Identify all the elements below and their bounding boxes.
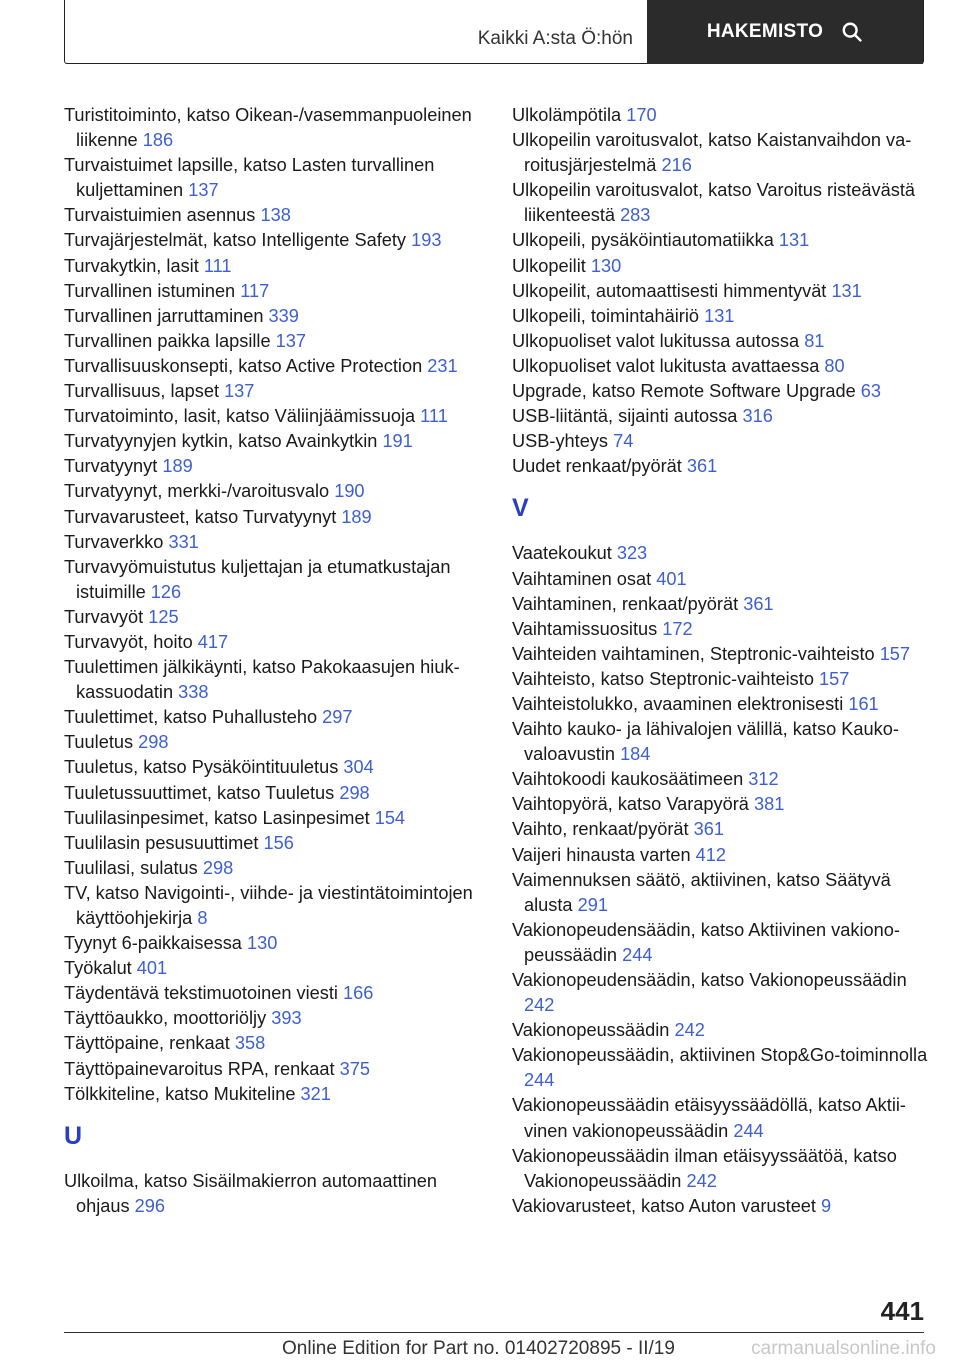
index-button[interactable] xyxy=(647,0,923,64)
index-entry-text: Vaihto kauko- ja lähivalojen välillä, katso Kaukovaloavustin xyxy=(512,719,899,765)
page-link[interactable]: 131 xyxy=(704,305,735,326)
index-entry-text: Ulkopeili, pysäköintiautomatiikka xyxy=(512,230,774,251)
index-entry xyxy=(512,228,932,253)
index-entry xyxy=(512,792,932,817)
index-entry xyxy=(512,429,932,454)
index-entry-text: Ulkopuoliset valot lukitusta avattaessa xyxy=(512,355,820,376)
index-entry-text: Turvallisuus, lapset xyxy=(64,381,219,402)
index-entry xyxy=(512,667,932,692)
index-entry xyxy=(64,1006,484,1031)
index-entry xyxy=(512,868,932,918)
index-list-t xyxy=(64,103,484,1107)
left-column xyxy=(64,103,484,1219)
index-list-u xyxy=(64,1169,484,1219)
index-entry-text: Turvallisuuskonsepti, katso Active Protection xyxy=(64,355,423,376)
index-entry xyxy=(64,956,484,981)
index-entry-text: Vakiovarusteet, katso Auton varusteet xyxy=(512,1195,816,1216)
header-title[interactable]: Kaikki A:sta Ö:hön xyxy=(477,28,633,49)
index-entry-text: Tuulilasin pesusuuttimet xyxy=(64,832,259,853)
footer-watermark: carmanualsonline.info xyxy=(751,1338,936,1359)
index-entry-text: Turvakytkin, lasit xyxy=(64,255,199,276)
page-link[interactable]: 242 xyxy=(686,1170,717,1191)
index-entry-text: Turvaistuimet lapsille, katso Lasten turvallinen kuljettaminen xyxy=(64,155,435,201)
index-entry-text: Vakionopeudensäädin, katso Vakionopeussäädin xyxy=(512,970,907,990)
page-link[interactable]: 244 xyxy=(733,1120,764,1141)
index-entry xyxy=(64,806,484,831)
index-entry xyxy=(64,881,484,931)
index-entry xyxy=(512,817,932,842)
index-entry xyxy=(512,918,932,968)
index-entry-text: Uudet renkaat/pyörät xyxy=(512,456,682,477)
index-entry-text: Ulkopuoliset valot lukitussa autossa xyxy=(512,330,800,351)
page-link[interactable]: 172 xyxy=(662,618,693,639)
page-link[interactable]: 242 xyxy=(674,1020,705,1041)
page-link[interactable]: 321 xyxy=(300,1083,331,1104)
index-entry-text: Vaihtaminen, renkaat/pyörät xyxy=(512,593,739,614)
page-link[interactable]: 231 xyxy=(427,355,458,376)
page-link[interactable]: 111 xyxy=(420,406,448,427)
index-entry-text: Vakionopeudensäädin, katso Aktiivinen vakionopeussäädin xyxy=(512,919,900,965)
index-entry-text: Vakionopeussäädin ilman etäisyyssäätöä, katso Vakionopeussäädin xyxy=(512,1145,897,1191)
index-entry xyxy=(64,228,484,253)
index-entry-text: Turvajärjestelmät, katso Intelligente Safety xyxy=(64,230,407,251)
page-link[interactable]: 161 xyxy=(848,693,879,714)
index-entry xyxy=(512,617,932,642)
index-entry-text: Työkalut xyxy=(64,958,132,979)
index-entry-text: Tuulilasi, sulatus xyxy=(64,857,198,878)
page-link[interactable]: 298 xyxy=(138,732,169,753)
page-link[interactable]: 130 xyxy=(246,933,278,954)
page-link[interactable]: 81 xyxy=(804,330,825,351)
index-entry-text: Turistitoiminto, katso Oikean-/vasemmanpuoleinen liikenne xyxy=(64,105,472,151)
page-link[interactable]: 191 xyxy=(382,431,413,452)
page-number: 441 xyxy=(880,1296,924,1326)
index-entry xyxy=(64,254,484,279)
index-entry-text: Ulkolämpötila xyxy=(512,105,622,125)
page-link[interactable]: 131 xyxy=(831,280,862,301)
index-entry-text: Turvatyynyt xyxy=(64,456,158,477)
index-entry-text: Ulkopeilit, automaattisesti himmentyvät xyxy=(512,280,827,301)
index-entry-text: Vakionopeussäädin xyxy=(512,1020,670,1041)
index-entry-text: Täyttöpaine, renkaat xyxy=(64,1033,230,1054)
page-link[interactable]: 244 xyxy=(622,944,653,965)
index-entry xyxy=(512,354,932,379)
page-link[interactable]: 412 xyxy=(695,844,727,865)
index-entry xyxy=(512,968,932,1018)
index-entry xyxy=(512,128,932,178)
index-entry-text: Turvallinen istuminen xyxy=(64,280,236,301)
page-link[interactable]: 186 xyxy=(142,130,174,151)
page-link[interactable]: 189 xyxy=(341,506,372,527)
page-link[interactable]: 170 xyxy=(626,105,657,125)
index-entry xyxy=(64,705,484,730)
index-entry xyxy=(64,354,484,379)
index-entry-text: Turvaistuimien asennus xyxy=(64,205,256,226)
page-link[interactable]: 312 xyxy=(748,769,779,790)
index-entry xyxy=(64,981,484,1006)
index-entry xyxy=(512,541,932,566)
index-entry-text: Vaihto, renkaat/pyörät xyxy=(512,819,689,840)
index-entry xyxy=(64,103,484,153)
index-entry xyxy=(64,655,484,705)
index-entry xyxy=(512,692,932,717)
index-list-v xyxy=(512,541,932,1219)
index-entry xyxy=(512,178,932,228)
page-link[interactable]: 63 xyxy=(860,381,882,402)
search-icon xyxy=(841,21,863,43)
index-entry xyxy=(512,279,932,304)
index-entry-text: Tuuletus, katso Pysäköintituuletus xyxy=(64,757,339,778)
page-link[interactable]: 298 xyxy=(339,782,370,803)
index-entry-text: Vakionopeussäädin, aktiivinen Stop&Go-toiminnolla xyxy=(512,1045,928,1066)
page-link[interactable]: 298 xyxy=(202,857,234,878)
page-link[interactable]: 323 xyxy=(616,543,648,564)
index-entry xyxy=(64,429,484,454)
index-entry-text: Turvatoiminto, lasit, katso Väliinjäämissuoja xyxy=(64,406,416,427)
index-entry xyxy=(512,329,932,354)
index-entry-text: Täyttöpainevaroitus RPA, renkaat xyxy=(64,1058,335,1079)
page-link[interactable]: 189 xyxy=(162,456,193,477)
page-link[interactable]: 375 xyxy=(339,1058,371,1079)
index-entry xyxy=(64,1082,484,1107)
index-entry-text: Tuulettimet, katso Puhallusteho xyxy=(64,707,318,728)
page-link[interactable]: 291 xyxy=(577,894,608,915)
index-entry xyxy=(512,103,932,128)
index-entry xyxy=(512,454,932,479)
index-entry xyxy=(64,555,484,605)
index-entry xyxy=(512,1144,932,1194)
index-entry-text: Ulkoilma, katso Sisäilmakierron automaattinen ohjaus xyxy=(64,1170,438,1216)
index-entry-text: Tuulilasinpesimet, katso Lasinpesimet xyxy=(64,807,370,828)
index-entry-text: Ulkopeilin varoitusvalot, katso Kaistanvaihdon varoitusjärjestelmä xyxy=(512,130,912,176)
page-link[interactable]: 190 xyxy=(334,481,365,502)
page-link[interactable]: 131 xyxy=(778,230,810,251)
page-link[interactable]: 297 xyxy=(322,707,353,728)
index-entry xyxy=(512,1093,932,1143)
page-link[interactable]: 74 xyxy=(613,431,634,452)
index-entry xyxy=(512,567,932,592)
page-link[interactable]: 244 xyxy=(524,1070,555,1091)
index-entry-text: Täyttöaukko, moottoriöljy xyxy=(64,1008,267,1029)
index-entry-text: Turvaverkko xyxy=(64,531,164,552)
index-entry xyxy=(64,329,484,354)
page-link[interactable]: 193 xyxy=(411,230,442,251)
index-entry-text: Turvatyynyjen kytkin, katso Avainkytkin xyxy=(64,431,378,452)
page-link[interactable]: 137 xyxy=(275,330,306,351)
page-link[interactable]: 331 xyxy=(168,531,199,552)
index-entry-text: Turvavarusteet, katso Turvatyynyt xyxy=(64,506,337,527)
page-link[interactable]: 401 xyxy=(656,568,687,589)
index-entry-text: Turvallinen jarruttaminen xyxy=(64,305,264,326)
page-link[interactable]: 393 xyxy=(271,1008,302,1029)
page-link[interactable]: 381 xyxy=(753,794,785,815)
section-letter-v: V xyxy=(512,494,529,523)
index-entry xyxy=(64,781,484,806)
index-entry xyxy=(64,479,484,504)
index-entry xyxy=(64,630,484,655)
right-column xyxy=(512,103,932,1219)
index-entry-text: Vaimennuksen säätö, aktiivinen, katso Säätyvä alusta xyxy=(512,869,891,915)
page-link[interactable]: 80 xyxy=(824,355,845,376)
page-link[interactable]: 296 xyxy=(134,1195,166,1216)
index-entry xyxy=(64,404,484,429)
page-link[interactable]: 361 xyxy=(743,593,774,614)
index-entry-text: USB-liitäntä, sijainti autossa xyxy=(512,406,738,427)
index-entry-text: Ulkopeilin varoitusvalot, katso Varoitus risteävästä liikenteestä xyxy=(512,180,916,226)
page-link[interactable]: 111 xyxy=(203,255,232,276)
index-entry-text: Ulkopeili, toimintahäiriö xyxy=(512,305,700,326)
index-entry xyxy=(512,717,932,767)
index-entry-text: Vaihteistolukko, avaaminen elektronisesti xyxy=(512,693,844,714)
index-entry xyxy=(64,831,484,856)
page-link[interactable]: 283 xyxy=(620,205,651,226)
index-entry xyxy=(512,1194,932,1219)
index-entry xyxy=(64,1169,484,1219)
index-entry-text: Vakionopeussäädin etäisyyssäädöllä, katso Aktiivinen vakionopeussäädin xyxy=(512,1095,906,1141)
page-link[interactable]: 154 xyxy=(374,807,406,828)
page-link[interactable]: 125 xyxy=(148,606,179,627)
index-entry xyxy=(64,1031,484,1056)
index-entry-text: TV, katso Navigointi-, viihde- ja viestintätoimintojen käyttöohjekirja xyxy=(64,882,473,928)
page-link[interactable]: 117 xyxy=(240,280,270,301)
index-button-label: HAKEMISTO xyxy=(706,21,824,42)
index-entry xyxy=(512,404,932,429)
index-entry xyxy=(64,530,484,555)
page-link[interactable]: 166 xyxy=(343,983,374,1004)
page-link[interactable]: 401 xyxy=(136,958,168,979)
index-entry xyxy=(512,1043,932,1093)
index-entry-text: USB-yhteys xyxy=(512,431,609,452)
index-entry xyxy=(512,304,932,329)
page-link[interactable]: 9 xyxy=(821,1195,832,1216)
page-link[interactable]: 130 xyxy=(590,255,622,276)
page-link[interactable]: 8 xyxy=(197,908,208,928)
page-link[interactable]: 417 xyxy=(197,631,229,652)
index-entry-text: Turvavyöt, hoito xyxy=(64,631,193,652)
index-entry-text: Vaatekoukut xyxy=(512,543,612,564)
index-entry xyxy=(512,592,932,617)
index-entry-text: Tuuletussuuttimet, katso Tuuletus xyxy=(64,782,335,803)
index-entry-text: Ulkopeilit xyxy=(512,255,586,276)
index-entry xyxy=(64,454,484,479)
index-entry xyxy=(512,379,932,404)
index-entry-text: Vaihtamissuositus xyxy=(512,618,658,639)
index-entry-text: Tyynyt 6-paikkaisessa xyxy=(64,933,242,954)
index-entry xyxy=(64,153,484,203)
page-link[interactable]: 126 xyxy=(150,581,182,602)
index-entry xyxy=(64,304,484,329)
index-entry xyxy=(64,605,484,630)
page-link[interactable]: 137 xyxy=(224,381,255,402)
index-entry xyxy=(64,203,484,228)
footer-divider xyxy=(64,1332,924,1333)
index-entry xyxy=(64,856,484,881)
page-link[interactable]: 157 xyxy=(819,668,850,689)
section-letter-u: U xyxy=(64,1121,83,1150)
footer-edition: Online Edition for Part no. 01402720895 - II/19 xyxy=(282,1338,675,1359)
index-entry-text: Tölkkiteline, katso Mukiteline xyxy=(64,1083,296,1104)
page-link[interactable]: 184 xyxy=(620,744,651,765)
index-entry-text: Vaijeri hinausta varten xyxy=(512,844,691,865)
page-link[interactable]: 137 xyxy=(188,180,219,201)
page-link[interactable]: 361 xyxy=(693,819,725,840)
index-entry xyxy=(64,730,484,755)
page-link[interactable]: 361 xyxy=(686,456,718,477)
page-link[interactable]: 304 xyxy=(343,757,374,778)
page-link[interactable]: 316 xyxy=(742,406,773,427)
index-entry-text: Turvavyömuistutus kuljettajan ja etumatkustajan istuimille xyxy=(64,556,451,602)
index-entry xyxy=(512,254,932,279)
index-entry-text: Vaihtopyörä, katso Varapyörä xyxy=(512,794,749,815)
index-list-u-cont xyxy=(512,103,932,479)
index-entry xyxy=(512,1018,932,1043)
index-entry-text: Vaihtaminen osat xyxy=(512,568,652,589)
page-link[interactable]: 338 xyxy=(178,682,209,703)
index-entry-text: Tuulettimen jälkikäynti, katso Pakokaasujen hiukkassuodatin xyxy=(64,657,460,703)
index-entry-text: Vaihtokoodi kaukosäätimeen xyxy=(512,769,744,790)
index-entry-text: Tuuletus xyxy=(64,732,134,753)
index-entry xyxy=(64,379,484,404)
index-entry-text: Vaihteiden vaihtaminen, Steptronic-vaihteisto xyxy=(512,643,875,664)
index-entry-text: Turvavyöt xyxy=(64,606,144,627)
page-link[interactable]: 156 xyxy=(263,832,294,853)
index-entry xyxy=(512,843,932,868)
index-entry-text: Vaihteisto, katso Steptronic-vaihteisto xyxy=(512,668,814,689)
index-entry xyxy=(512,642,932,667)
page-link[interactable]: 358 xyxy=(234,1033,266,1054)
index-entry-text: Upgrade, katso Remote Software Upgrade xyxy=(512,381,856,402)
index-entry xyxy=(512,767,932,792)
index-entry-text: Täydentävä tekstimuotoinen viesti xyxy=(64,983,338,1004)
index-entry xyxy=(64,931,484,956)
index-entry-text: Turvallinen paikka lapsille xyxy=(64,330,271,351)
index-entry xyxy=(64,1057,484,1082)
page-link[interactable]: 157 xyxy=(879,643,911,664)
index-entry-text: Turvatyynyt, merkki-/varoitusvalo xyxy=(64,481,330,502)
page-header xyxy=(64,0,924,64)
page-link[interactable]: 242 xyxy=(524,995,555,1016)
page-link[interactable]: 138 xyxy=(260,205,291,226)
page-link[interactable]: 216 xyxy=(661,155,692,176)
index-entry xyxy=(64,279,484,304)
index-entry xyxy=(64,505,484,530)
index-entry xyxy=(64,755,484,780)
page-link[interactable]: 339 xyxy=(268,305,299,326)
